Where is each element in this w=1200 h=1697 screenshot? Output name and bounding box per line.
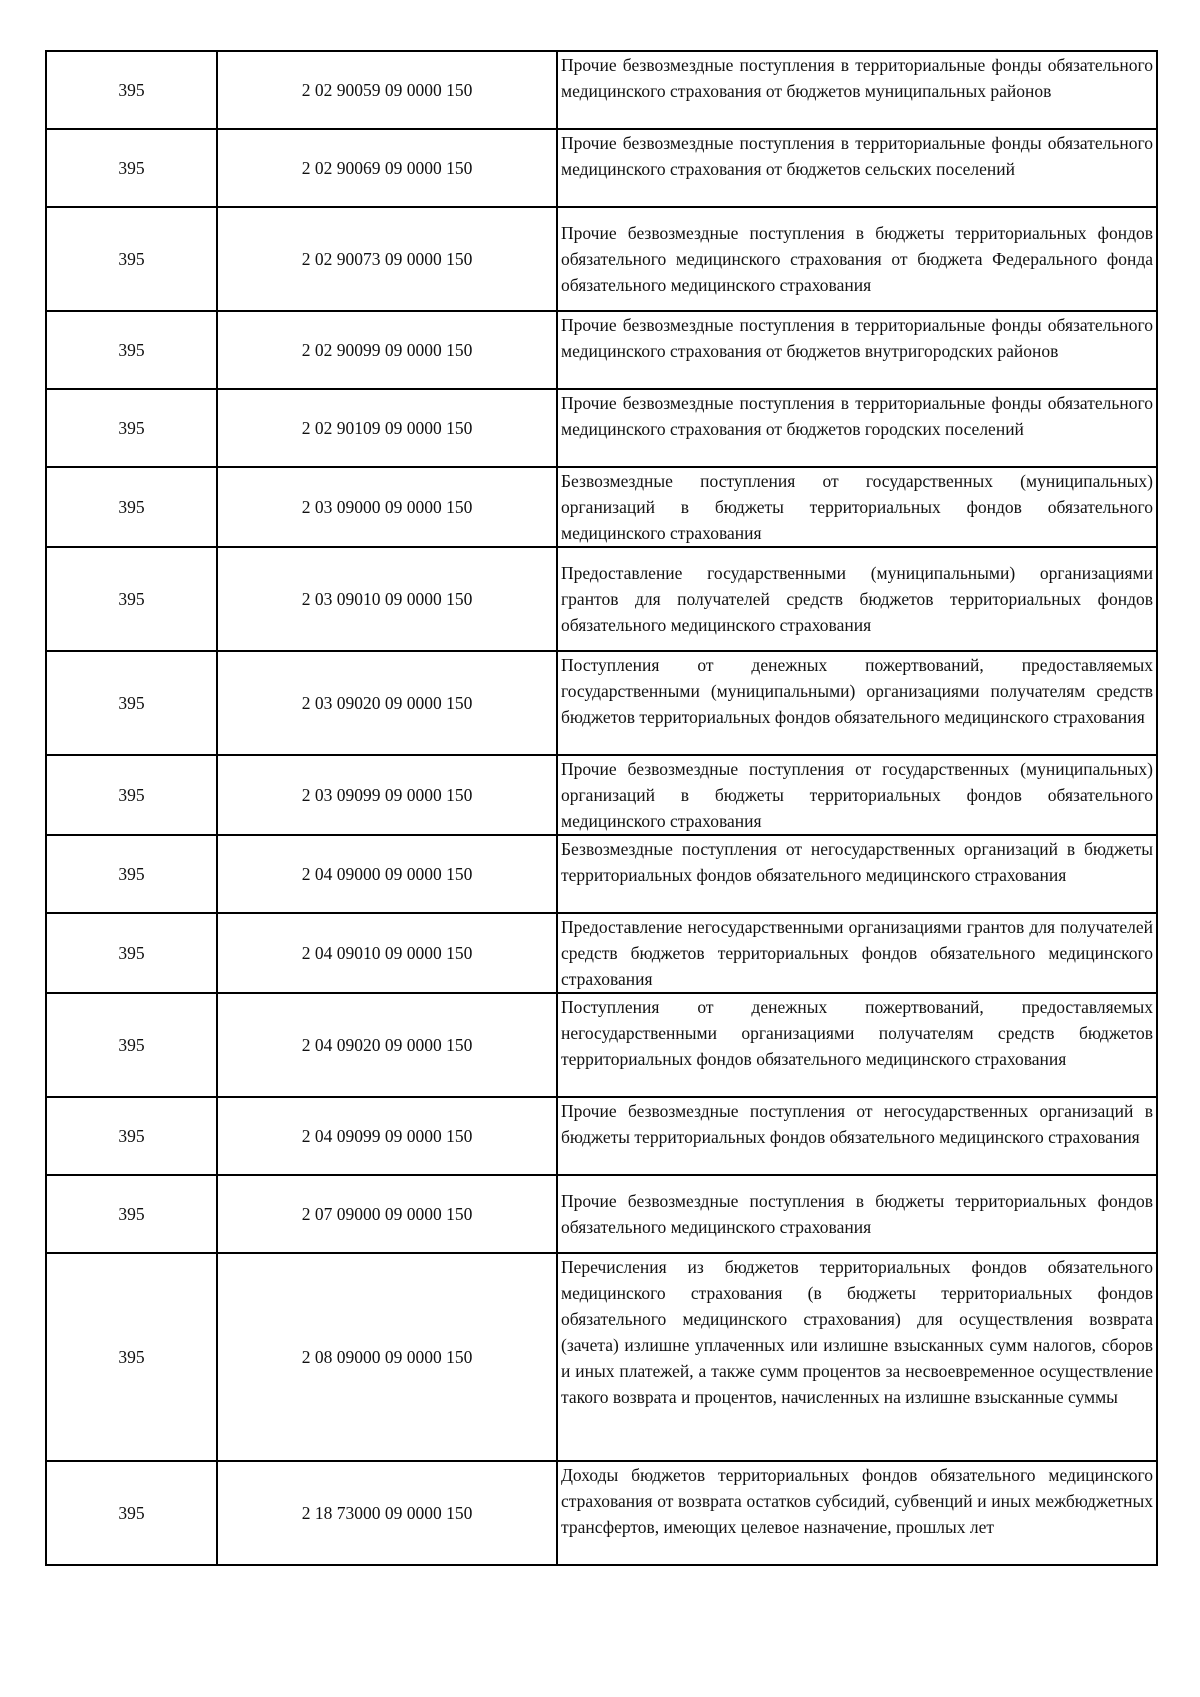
income-code-cell: 2 03 09000 09 0000 150	[217, 467, 557, 547]
income-name-cell: Прочие безвозмездные поступления в бюджеты территориальных фондов обязательного медицинского страхования	[557, 1175, 1157, 1253]
income-code-cell: 2 03 09010 09 0000 150	[217, 547, 557, 651]
income-code-cell: 2 02 90109 09 0000 150	[217, 389, 557, 467]
income-code-cell: 2 03 09099 09 0000 150	[217, 755, 557, 835]
income-name-cell: Доходы бюджетов территориальных фондов обязательного медицинского страхования от возврата остатков субсидий, субвенций и иных межбюджетных трансфертов, имеющих целевое назначение, прошлых лет	[557, 1461, 1157, 1565]
admin-code-cell: 395	[46, 835, 217, 913]
table-row	[46, 1253, 1157, 1461]
admin-code-cell: 395	[46, 129, 217, 207]
income-name-cell: Прочие безвозмездные поступления от государственных (муниципальных) организаций в бюджеты территориальных фондов обязательного медицинского страхования	[557, 755, 1157, 835]
admin-code-cell: 395	[46, 651, 217, 755]
admin-code-cell: 395	[46, 1175, 217, 1253]
table-row	[46, 651, 1157, 755]
admin-code-cell: 395	[46, 467, 217, 547]
admin-code-cell: 395	[46, 547, 217, 651]
admin-code-cell: 395	[46, 993, 217, 1097]
income-name-cell: Прочие безвозмездные поступления в территориальные фонды обязательного медицинского страхования от бюджетов внутригородских районов	[557, 311, 1157, 389]
income-name-cell: Предоставление государственными (муниципальными) организациями грантов для получателей средств бюджетов территориальных фондов обязательного медицинского страхования	[557, 547, 1157, 651]
table-row	[46, 547, 1157, 651]
table-row	[46, 51, 1157, 129]
admin-code-cell: 395	[46, 755, 217, 835]
admin-code-cell: 395	[46, 389, 217, 467]
income-code-cell: 2 02 90069 09 0000 150	[217, 129, 557, 207]
income-name-cell: Перечисления из бюджетов территориальных фондов обязательного медицинского страхования (в бюджеты территориальных фондов обязательного медицинского страхования) для осуществления возврата (зачета) излишне уплаченных или излишне взысканных сумм налогов, сборов и иных платежей, а также сумм процентов за несвоевременное осуществление такого возврата и процентов, начисленных на излишне взысканные суммы	[557, 1253, 1157, 1461]
table-row	[46, 129, 1157, 207]
admin-code-cell: 395	[46, 311, 217, 389]
income-name-cell: Поступления от денежных пожертвований, предоставляемых негосударственными организациями получателям средств бюджетов территориальных фондов обязательного медицинского страхования	[557, 993, 1157, 1097]
income-name-cell: Прочие безвозмездные поступления от негосударственных организаций в бюджеты территориальных фондов обязательного медицинского страхования	[557, 1097, 1157, 1175]
income-code-cell: 2 18 73000 09 0000 150	[217, 1461, 557, 1565]
income-name-cell: Прочие безвозмездные поступления в территориальные фонды обязательного медицинского страхования от бюджетов сельских поселений	[557, 129, 1157, 207]
income-name-cell: Безвозмездные поступления от государственных (муниципальных) организаций в бюджеты территориальных фондов обязательного медицинского страхования	[557, 467, 1157, 547]
document-page	[45, 50, 1158, 1566]
table-row	[46, 755, 1157, 835]
admin-code-cell: 395	[46, 51, 217, 129]
income-name-cell: Предоставление негосударственными организациями грантов для получателей средств бюджетов территориальных фондов обязательного медицинского страхования	[557, 913, 1157, 993]
income-code-cell: 2 08 09000 09 0000 150	[217, 1253, 557, 1461]
admin-code-cell: 395	[46, 207, 217, 311]
budget-codes-table	[45, 50, 1158, 1566]
admin-code-cell: 395	[46, 1097, 217, 1175]
table-row	[46, 207, 1157, 311]
table-row	[46, 311, 1157, 389]
income-code-cell: 2 02 90073 09 0000 150	[217, 207, 557, 311]
income-code-cell: 2 03 09020 09 0000 150	[217, 651, 557, 755]
table-row	[46, 835, 1157, 913]
income-code-cell: 2 02 90099 09 0000 150	[217, 311, 557, 389]
income-code-cell: 2 04 09020 09 0000 150	[217, 993, 557, 1097]
income-code-cell: 2 02 90059 09 0000 150	[217, 51, 557, 129]
income-code-cell: 2 04 09099 09 0000 150	[217, 1097, 557, 1175]
income-code-cell: 2 07 09000 09 0000 150	[217, 1175, 557, 1253]
income-code-cell: 2 04 09010 09 0000 150	[217, 913, 557, 993]
table-row	[46, 467, 1157, 547]
income-name-cell: Прочие безвозмездные поступления в территориальные фонды обязательного медицинского страхования от бюджетов муниципальных районов	[557, 51, 1157, 129]
income-name-cell: Безвозмездные поступления от негосударственных организаций в бюджеты территориальных фондов обязательного медицинского страхования	[557, 835, 1157, 913]
table-row	[46, 1097, 1157, 1175]
table-row	[46, 993, 1157, 1097]
table-row	[46, 1175, 1157, 1253]
admin-code-cell: 395	[46, 1253, 217, 1461]
table-row	[46, 1461, 1157, 1565]
admin-code-cell: 395	[46, 913, 217, 993]
income-name-cell: Прочие безвозмездные поступления в территориальные фонды обязательного медицинского страхования от бюджетов городских поселений	[557, 389, 1157, 467]
income-name-cell: Поступления от денежных пожертвований, предоставляемых государственными (муниципальными) организациями получателям средств бюджетов территориальных фондов обязательного медицинского страхования	[557, 651, 1157, 755]
admin-code-cell: 395	[46, 1461, 217, 1565]
table-row	[46, 389, 1157, 467]
table-body	[46, 51, 1157, 1565]
income-code-cell: 2 04 09000 09 0000 150	[217, 835, 557, 913]
income-name-cell: Прочие безвозмездные поступления в бюджеты территориальных фондов обязательного медицинского страхования от бюджета Федерального фонда обязательного медицинского страхования	[557, 207, 1157, 311]
table-row	[46, 913, 1157, 993]
